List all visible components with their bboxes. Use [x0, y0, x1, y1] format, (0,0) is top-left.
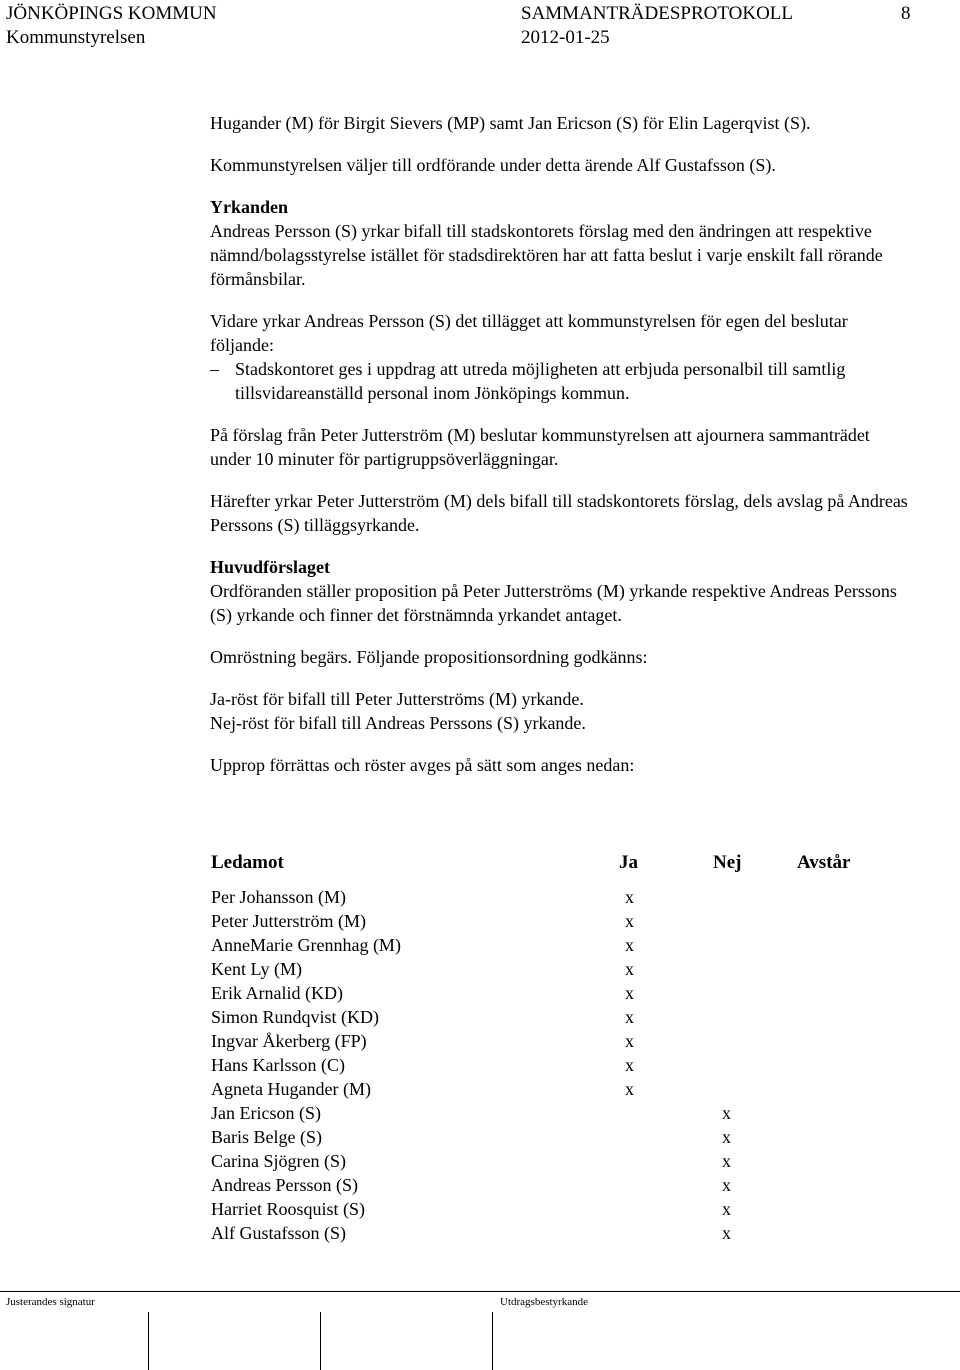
signature-box-divider	[492, 1312, 493, 1370]
signature-box-divider	[148, 1312, 149, 1370]
extract-certification-label: Utdragsbestyrkande	[500, 1296, 588, 1308]
meeting-date: 2012-01-25	[521, 27, 610, 48]
vote-mark-nej: x	[722, 1151, 731, 1171]
header-nej: Nej	[713, 852, 742, 873]
paragraph-nej-vote: Nej-röst för bifall till Andreas Perssons (S) yrkande.	[210, 713, 586, 733]
committee-name: Kommunstyrelsen	[6, 27, 146, 48]
member-name: Agneta Hugander (M)	[211, 1079, 371, 1099]
heading-huvudforslaget: Huvudförslaget	[210, 557, 331, 577]
vote-mark-nej: x	[722, 1223, 731, 1243]
paragraph-chair: Kommunstyrelsen väljer till ordförande under detta ärende Alf Gustafsson (S).	[210, 155, 776, 175]
vote-mark-nej: x	[722, 1199, 731, 1219]
paragraph-jutterstrom: Härefter yrkar Peter Jutterström (M) dels bifall till stadskontorets förslag, dels avslag på Andreas Perssons (S) tilläggsyrkande.	[210, 491, 908, 535]
member-name: Jan Ericson (S)	[211, 1103, 321, 1123]
vote-mark-ja: x	[625, 983, 634, 1003]
member-name: Ingvar Åkerberg (FP)	[211, 1031, 367, 1051]
member-name: Per Johansson (M)	[211, 887, 346, 907]
paragraph-persson-proposal: Andreas Persson (S) yrkar bifall till stadskontorets förslag med den ändringen att respektive nämnd/bolagsstyrelse istället för stadsdirektören har att fatta beslut i varje enskilt fall rörande förmånsbilar.	[210, 221, 883, 289]
header-ledamot: Ledamot	[211, 852, 284, 873]
signature-box-divider	[320, 1312, 321, 1370]
header-ja: Ja	[619, 852, 638, 873]
paragraph-substitutes: Hugander (M) för Birgit Sievers (MP) samt Jan Ericson (S) för Elin Lagerqvist (S).	[210, 113, 811, 133]
vote-mark-ja: x	[625, 959, 634, 979]
paragraph-ja-vote: Ja-röst för bifall till Peter Jutterströms (M) yrkande.	[210, 689, 584, 709]
vote-mark-ja: x	[625, 935, 634, 955]
member-name: Simon Rundqvist (KD)	[211, 1007, 380, 1027]
page-number: 8	[901, 3, 911, 24]
vote-mark-nej: x	[722, 1103, 731, 1123]
paragraph-adjourn: På förslag från Peter Jutterström (M) beslutar kommunstyrelsen att ajournera sammanträdet under 10 minuter för partigruppsöverläggningar.	[210, 425, 870, 469]
header-avstar: Avstår	[797, 852, 851, 873]
vote-mark-nej: x	[722, 1175, 731, 1195]
member-name: Harriet Roosquist (S)	[211, 1199, 365, 1219]
vote-mark-ja: x	[625, 1007, 634, 1027]
protocol-body	[210, 111, 910, 777]
member-name: Kent Ly (M)	[211, 959, 302, 979]
dash-bullet: –	[210, 359, 219, 379]
vote-mark-ja: x	[625, 887, 634, 907]
member-name: Andreas Persson (S)	[211, 1175, 358, 1195]
heading-yrkanden: Yrkanden	[210, 197, 289, 217]
paragraph-persson-addition: Vidare yrkar Andreas Persson (S) det tillägget att kommunstyrelsen för egen del beslutar följande:	[210, 311, 848, 355]
member-name: Hans Karlsson (C)	[211, 1055, 345, 1075]
paragraph-roll-call: Upprop förrättas och röster avges på sätt som anges nedan:	[210, 755, 635, 775]
member-name: Alf Gustafsson (S)	[211, 1223, 346, 1243]
paragraph-proposition: Ordföranden ställer proposition på Peter Jutterströms (M) yrkande respektive Andreas Perssons (S) yrkande och finner det förstnämnda yrkandet antaget.	[210, 581, 897, 625]
paragraph-vote-requested: Omröstning begärs. Följande propositionsordning godkänns:	[210, 647, 648, 667]
vote-mark-ja: x	[625, 1079, 634, 1099]
member-name: AnneMarie Grennhag (M)	[211, 935, 401, 955]
signature-label: Justerandes signatur	[6, 1296, 95, 1308]
member-name: Baris Belge (S)	[211, 1127, 322, 1147]
vote-mark-ja: x	[625, 911, 634, 931]
org-name: JÖNKÖPINGS KOMMUN	[6, 3, 217, 24]
vote-mark-ja: x	[625, 1055, 634, 1075]
member-name: Carina Sjögren (S)	[211, 1151, 346, 1171]
vote-mark-ja: x	[625, 1031, 634, 1051]
member-name: Peter Jutterström (M)	[211, 911, 366, 931]
document-type: SAMMANTRÄDESPROTOKOLL	[521, 3, 794, 24]
member-name: Erik Arnalid (KD)	[211, 983, 343, 1003]
dash-item-text: Stadskontoret ges i uppdrag att utreda möjligheten att erbjuda personalbil till samtlig tillsvidareanställd personal inom Jönköpings kommun.	[235, 359, 846, 403]
vote-mark-nej: x	[722, 1127, 731, 1147]
footer-divider	[0, 1291, 960, 1292]
dash-list-item	[210, 357, 910, 405]
